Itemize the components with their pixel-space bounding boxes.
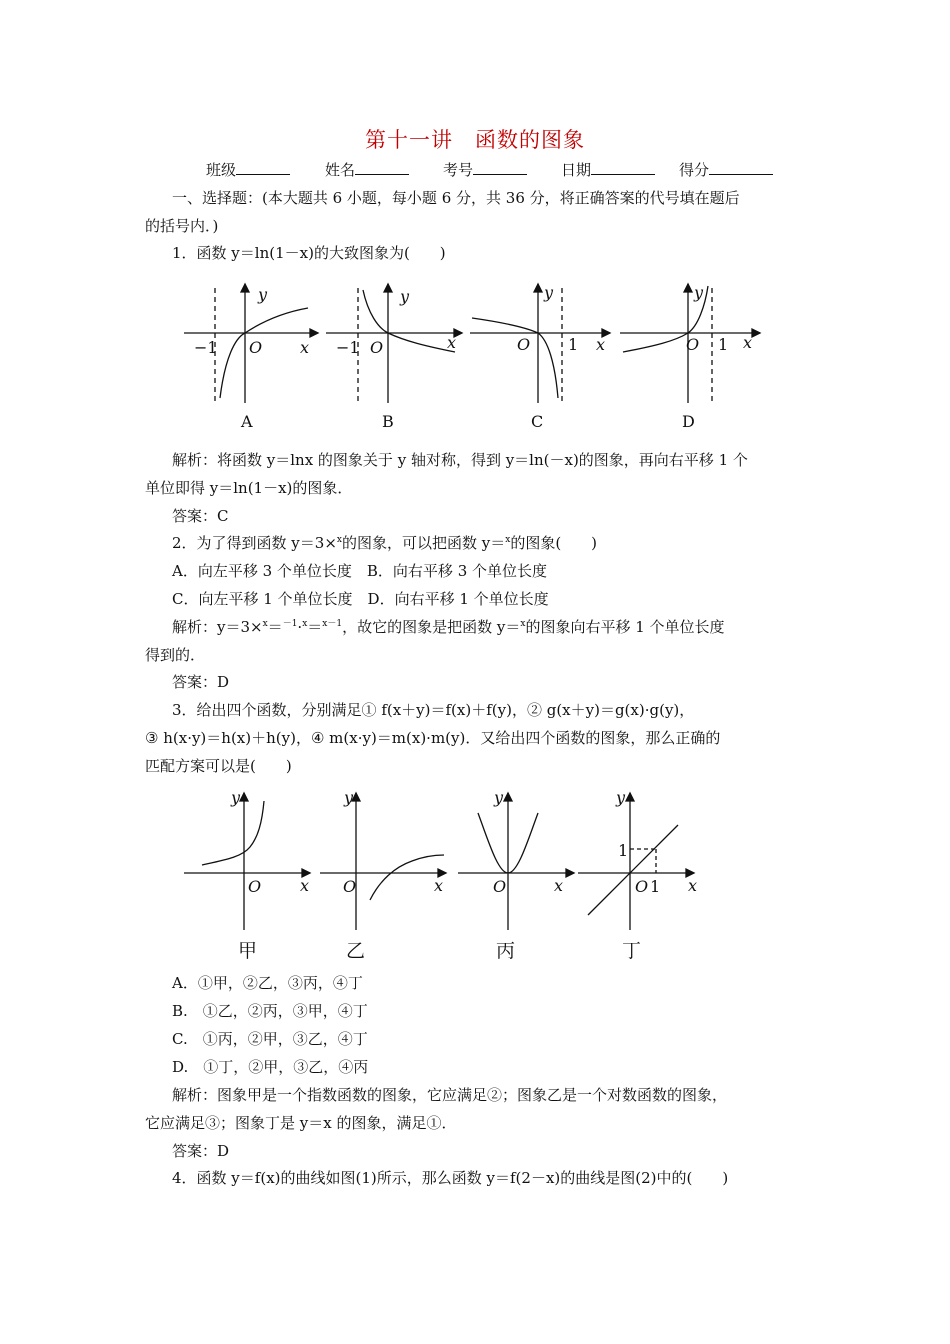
q2-analysis-line1: 解析：y＝3×$^x$＝$^{-1}$·$^x$＝$^{x-1}$，故它的图象是把函数 y＝$^x$的图象向右平移 1 个单位长度 <box>172 618 725 636</box>
svg-text:O: O <box>370 338 384 357</box>
q1-graphs <box>170 278 770 438</box>
q2-answer: 答案：D <box>172 673 230 691</box>
svg-text:1: 1 <box>618 841 629 860</box>
q1-label-b: B <box>382 412 394 431</box>
q1-label-a: A <box>241 412 253 431</box>
q2-stem: 2．为了得到函数 y＝3×$^x$的图象，可以把函数 y＝$^x$的图象( ) <box>172 534 598 552</box>
field-date: 日期 <box>561 160 655 180</box>
q4-stem: 4．函数 y＝f(x)的曲线如图(1)所示，那么函数 y＝f(2－x)的曲线是图(2)中的( ) <box>172 1169 729 1187</box>
svg-text:−1: −1 <box>336 338 360 357</box>
svg-text:y: y <box>231 788 241 807</box>
q3-label-ding: 丁 <box>622 940 642 962</box>
svg-text:O: O <box>686 335 700 354</box>
svg-text:O: O <box>493 877 507 896</box>
svg-text:y: y <box>544 283 554 302</box>
q3-option-d: D. ①丁，②甲，③乙，④丙 <box>172 1058 369 1076</box>
svg-text:−1: −1 <box>194 338 218 357</box>
section-instruction-line1: 一、选择题：(本大题共 6 小题，每小题 6 分，共 36 分，将正确答案的代号填在题后 <box>172 189 740 207</box>
section-instruction-line2: 的括号内．) <box>145 217 219 235</box>
q3-analysis-line1: 解析：图象甲是一个指数函数的图象，它应满足②；图象乙是一个对数函数的图象， <box>172 1086 728 1104</box>
page-title: 第十一讲 函数的图象 <box>365 128 585 152</box>
q3-stem-line1: 3．给出四个函数，分别满足① f(x＋y)＝f(x)＋f(y)，② g(x＋y)＝g(x)·g(y)， <box>172 701 695 719</box>
q3-label-jia: 甲 <box>238 940 258 962</box>
field-class: 班级 <box>206 160 290 180</box>
q3-stem-line3: 匹配方案可以是( ) <box>145 757 292 775</box>
field-exam-no: 考号 <box>443 160 527 180</box>
q1-answer: 答案：C <box>172 507 229 525</box>
svg-text:x: x <box>447 333 457 352</box>
q3-option-b: B. ①乙，②丙，③甲，④丁 <box>172 1002 368 1020</box>
svg-text:O: O <box>517 335 531 354</box>
svg-text:1: 1 <box>568 335 579 354</box>
svg-text:x: x <box>300 876 310 895</box>
svg-text:O: O <box>248 877 262 896</box>
svg-text:x: x <box>434 876 444 895</box>
q3-option-a: A．①甲，②乙，③丙，④丁 <box>172 974 363 992</box>
svg-text:y: y <box>258 285 268 304</box>
svg-text:1: 1 <box>650 877 661 896</box>
q2-analysis-line2: 得到的． <box>145 646 206 664</box>
q1-label-d: D <box>682 412 695 431</box>
q3-label-bing: 丙 <box>496 940 516 962</box>
field-score: 得分 <box>679 160 773 180</box>
q1-label-c: C <box>531 412 544 431</box>
svg-text:y: y <box>400 287 410 306</box>
q3-label-yi: 乙 <box>346 940 366 962</box>
q3-answer: 答案：D <box>172 1142 230 1160</box>
q3-graphs <box>180 785 710 965</box>
svg-text:x: x <box>596 335 606 354</box>
q3-option-c: C. ①丙，②甲，③乙，④丁 <box>172 1030 368 1048</box>
svg-text:x: x <box>554 876 564 895</box>
svg-text:x: x <box>688 876 698 895</box>
svg-text:O: O <box>249 338 263 357</box>
svg-text:x: x <box>300 338 310 357</box>
q1-analysis-line1: 解析：将函数 y＝lnx 的图象关于 y 轴对称，得到 y＝ln(－x)的图象，再向右平移 1 个 <box>172 451 748 469</box>
svg-text:y: y <box>694 283 704 302</box>
q1-analysis-line2: 单位即得 y＝ln(1－x)的图象． <box>145 479 353 497</box>
q3-stem-line2: ③ h(x·y)＝h(x)＋h(y)，④ m(x·y)＝m(x)·m(y)．又给出四个函数的图象，那么正确的 <box>145 729 721 747</box>
svg-text:y: y <box>344 788 354 807</box>
field-name: 姓名 <box>325 160 409 180</box>
svg-text:O: O <box>635 877 649 896</box>
q2-options-ab: A．向左平移 3 个单位长度 B．向右平移 3 个单位长度 <box>172 562 548 580</box>
svg-text:y: y <box>616 788 626 807</box>
q3-analysis-line2: 它应满足③；图象丁是 y＝x 的图象，满足①． <box>145 1114 457 1132</box>
q2-options-cd: C．向左平移 1 个单位长度 D．向右平移 1 个单位长度 <box>172 590 549 608</box>
svg-text:y: y <box>494 788 504 807</box>
svg-text:1: 1 <box>718 335 729 354</box>
svg-text:O: O <box>343 877 357 896</box>
svg-text:x: x <box>743 333 753 352</box>
q1-stem: 1．函数 y＝ln(1－x)的大致图象为( ) <box>172 244 446 262</box>
